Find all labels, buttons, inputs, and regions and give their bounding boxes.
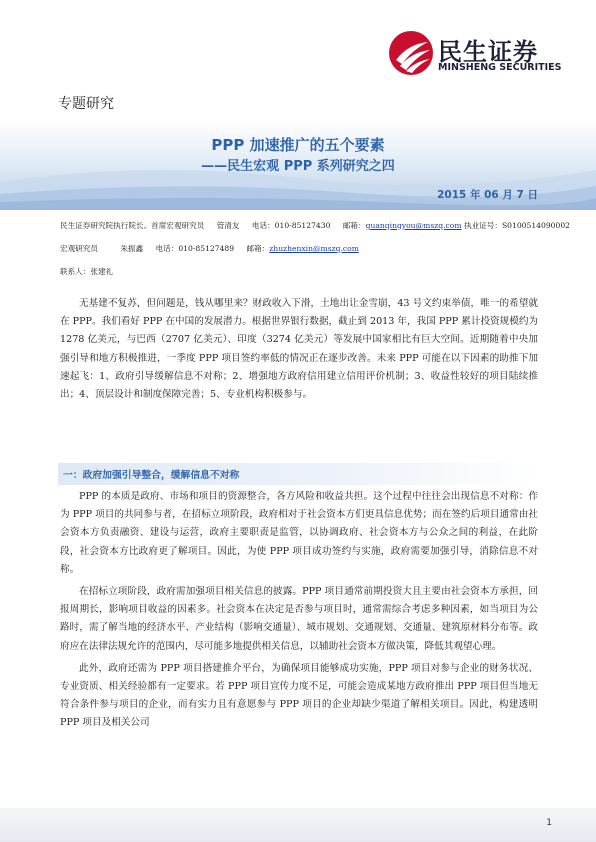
author-phone: 电话：010-85127489 [155, 244, 235, 253]
section-body [60, 488, 538, 733]
report-date: 2015 年 06 月 7 日 [437, 189, 538, 201]
brand-name-en: MINSHENG SECURITIES [438, 62, 562, 73]
body-paragraph: PPP 的本质是政府、市场和项目的资源整合，各方风险和收益共担。这个过程中往往会出现信息不对称：作为 PPP 项目的共同参与者，在招标立项阶段，政府相对于社会资本方们更具信息优势；而在签约后项目通常由社会资本方负责融资、建设与运营，政府主要职责是监管，以协调政府、社会资本方与公众之间的利益，在此阶段，社会资本方比政府更了解项目。因此，为使 PPP 项目成功签约与实施，政府需要加强引导，消除信息不对称。 [60, 491, 538, 575]
author-name: 管清友 [216, 221, 240, 230]
page-number: 1 [546, 818, 552, 828]
minsheng-logo-icon [388, 30, 434, 76]
author-role: 民生证券研究院执行院长、首席宏观研究员 [60, 221, 205, 230]
author-license: 执业证号：S0100514090002 [464, 221, 570, 230]
author-email-label: 邮箱： [246, 244, 270, 253]
report-type-label: 专题研究 [58, 96, 114, 112]
author-phone: 电话：010-85127430 [251, 221, 331, 230]
body-paragraph: 在招标立项阶段，政府需加强项目相关信息的披露。PPP 项目通常前期投资大且主要由社会资本方承担，回报周期长，影响项目收益的因素多。社会资本在决定是否参与项目时，通常需综合考虑多种因素，如当项目为公路时，需了解当地的经济水平、产业结构（影响交通量）、城市规划、交通规划、交通量、建筑原材料分布等。政府应在法律法规允许的范围内，尽可能多地提供相关信息，以辅助社会资本方做决策，降低其观望心理。 [60, 586, 538, 652]
intro-section [60, 295, 538, 404]
page-footer [0, 808, 596, 842]
contact-line: 联系人：张建礼 [60, 267, 114, 276]
author-email-label: 邮箱： [342, 221, 366, 230]
section-heading [58, 463, 538, 485]
report-subtitle: ——民生宏观 PPP 系列研究之四 [201, 159, 395, 174]
author-email-link[interactable]: guanqingyou@mszq.com [365, 221, 462, 230]
body-paragraph: 此外，政府还需为 PPP 项目搭建推介平台，为确保项目能够成功实施，PPP 项目对参与企业的财务状况、专业资质、相关经验都有一定要求。若 PPP 项目宣传力度不足，可能会造成某地方政府推出 PPP 项目但当地无符合条件参与项目的企业，而有实力且有意愿参与 PPP 项目的企业却缺少渠道了解相关项目。因此，构建透明 PPP 项目及相关公司 [60, 662, 538, 729]
author-role: 宏观研究员 [60, 244, 98, 253]
author-line-1 [60, 220, 570, 231]
section-heading-text: 一：政府加强引导整合，缓解信息不对称 [63, 470, 240, 481]
brand-logo [388, 30, 562, 76]
author-name: 朱振鑫 [120, 244, 144, 253]
author-email-link[interactable]: zhuzhenxin@mszq.com [269, 244, 359, 253]
report-title: PPP 加速推广的五个要素 [211, 136, 385, 154]
intro-paragraph: 无基建不复苏，但问题是，钱从哪里来？财政收入下滑，土地出让金雪崩，43 号文约束举债，唯一的希望就在 PPP。我们看好 PPP 在中国的发展潜力。根据世界银行数据，截止到 2013 年，我国 PPP 累计投资规模约为 1278 亿美元，与巴西（2707 亿美元）、印度（3274 亿美元）等发展中国家相比有巨大空间。近期随着中央加强引导和地方积极推进，一季度 PPP 项目签约率低的情况正在逐步改善。未来 PPP 可能在以下因素的助推下加速起飞：1、政府引导缓解信息不对称；2、增强地方政府信用建立信用评价机制；3、收益性较好的项目陆续推出；4、顶层设计和制度保障完善；5、专业机构积极参与。 [60, 298, 539, 401]
author-line-2 [60, 243, 359, 254]
brand-name-cn: 民生证券 [438, 38, 538, 66]
